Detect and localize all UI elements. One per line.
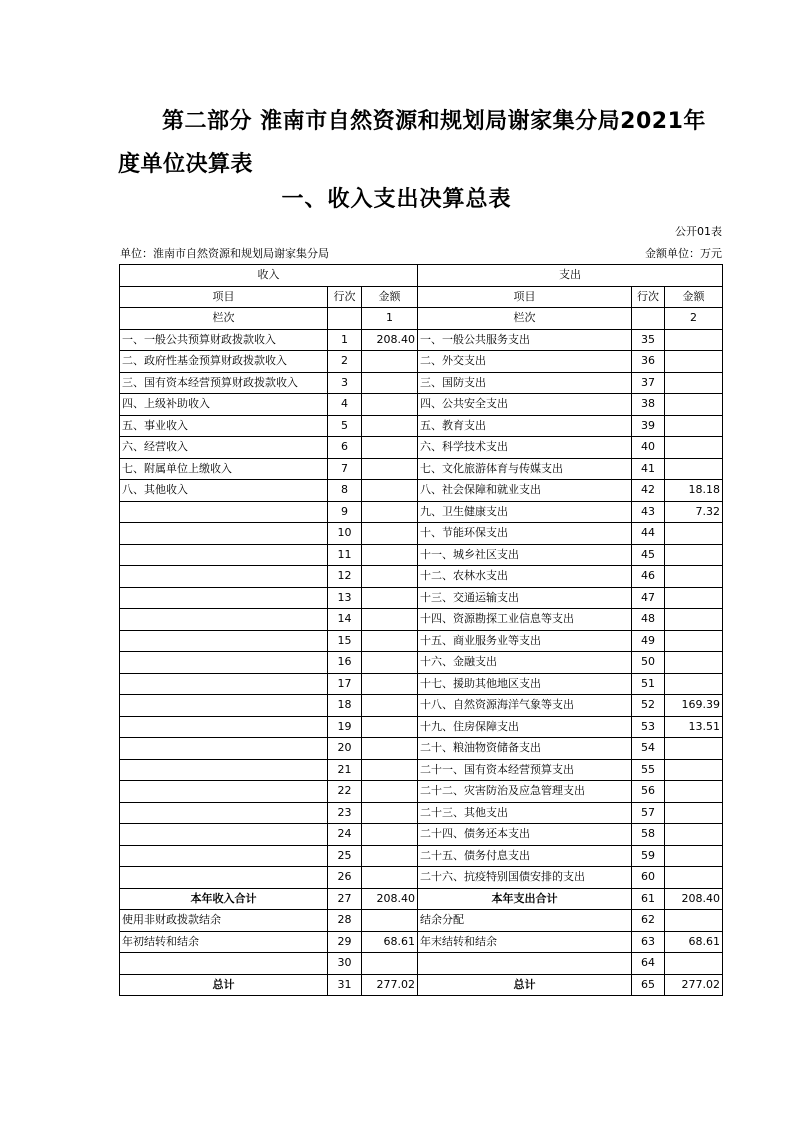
expense-amount-cell <box>665 845 723 867</box>
income-line-no-cell: 18 <box>328 695 362 717</box>
expense-line-no-cell: 57 <box>632 802 665 824</box>
table-row <box>120 953 723 975</box>
expense-line-no-cell: 36 <box>632 351 665 373</box>
income-amount-cell: 208.40 <box>362 888 418 910</box>
income-amount-cell <box>362 738 418 760</box>
expense-item-cell: 十三、交通运输支出 <box>418 587 632 609</box>
income-expense-summary-table <box>119 264 723 996</box>
expense-line-no-cell: 39 <box>632 415 665 437</box>
table-row <box>120 716 723 738</box>
table-row <box>120 802 723 824</box>
expense-line-no-cell: 40 <box>632 437 665 459</box>
expense-line-no-header: 行次 <box>632 286 665 308</box>
expense-line-no-cell: 54 <box>632 738 665 760</box>
income-item-cell <box>120 824 328 846</box>
expense-item-cell: 十八、自然资源海洋气象等支出 <box>418 695 632 717</box>
income-item-cell <box>120 759 328 781</box>
table-row <box>120 974 723 996</box>
table-row <box>120 845 723 867</box>
table-row <box>120 501 723 523</box>
expense-amount-cell <box>665 609 723 631</box>
income-item-cell <box>120 953 328 975</box>
table-row <box>120 544 723 566</box>
expense-item-cell: 十九、住房保障支出 <box>418 716 632 738</box>
table-row <box>120 587 723 609</box>
table-row <box>120 824 723 846</box>
expense-amount-cell <box>665 566 723 588</box>
income-amount-cell <box>362 544 418 566</box>
income-amount-cell <box>362 781 418 803</box>
income-amount-cell <box>362 501 418 523</box>
expense-item-cell: 总计 <box>418 974 632 996</box>
income-line-no-cell: 16 <box>328 652 362 674</box>
income-amount-cell <box>362 609 418 631</box>
income-line-no-cell: 4 <box>328 394 362 416</box>
expense-line-no-cell: 48 <box>632 609 665 631</box>
income-line-no-cell: 12 <box>328 566 362 588</box>
expense-line-no-cell: 64 <box>632 953 665 975</box>
income-amount-cell <box>362 351 418 373</box>
expense-line-no-cell: 56 <box>632 781 665 803</box>
income-line-no-cell: 13 <box>328 587 362 609</box>
income-section-header: 收入 <box>120 265 418 287</box>
income-amount-cell <box>362 673 418 695</box>
expense-item-cell: 十、节能环保支出 <box>418 523 632 545</box>
income-line-no-blank <box>328 308 362 330</box>
income-line-no-cell: 2 <box>328 351 362 373</box>
expense-line-no-cell: 52 <box>632 695 665 717</box>
income-amount-cell <box>362 458 418 480</box>
income-line-no-cell: 7 <box>328 458 362 480</box>
income-item-cell: 使用非财政拨款结余 <box>120 910 328 932</box>
income-line-no-cell: 5 <box>328 415 362 437</box>
table-row <box>120 458 723 480</box>
expense-amount-cell: 7.32 <box>665 501 723 523</box>
income-line-no-cell: 10 <box>328 523 362 545</box>
income-item-cell: 年初结转和结余 <box>120 931 328 953</box>
income-amount-cell <box>362 630 418 652</box>
income-amount-header: 金额 <box>362 286 418 308</box>
expense-amount-cell: 208.40 <box>665 888 723 910</box>
income-item-cell <box>120 501 328 523</box>
income-line-no-cell: 20 <box>328 738 362 760</box>
expense-line-no-cell: 47 <box>632 587 665 609</box>
expense-item-cell: 一、一般公共服务支出 <box>418 329 632 351</box>
expense-amount-cell <box>665 759 723 781</box>
expense-item-cell: 年末结转和结余 <box>418 931 632 953</box>
income-item-cell <box>120 652 328 674</box>
expense-column-label: 栏次 <box>418 308 632 330</box>
income-line-no-cell: 21 <box>328 759 362 781</box>
expense-item-cell: 二十五、债务付息支出 <box>418 845 632 867</box>
expense-line-no-cell: 62 <box>632 910 665 932</box>
expense-amount-cell <box>665 867 723 889</box>
expense-amount-cell <box>665 910 723 932</box>
income-item-cell: 一、一般公共预算财政拨款收入 <box>120 329 328 351</box>
expense-item-cell <box>418 953 632 975</box>
income-line-no-cell: 17 <box>328 673 362 695</box>
expense-amount-cell <box>665 523 723 545</box>
income-item-cell: 五、事业收入 <box>120 415 328 437</box>
income-item-cell: 总计 <box>120 974 328 996</box>
income-item-cell: 四、上级补助收入 <box>120 394 328 416</box>
expense-line-no-cell: 35 <box>632 329 665 351</box>
table-column-header-row <box>120 286 723 308</box>
expense-amount-cell <box>665 458 723 480</box>
income-amount-cell: 68.61 <box>362 931 418 953</box>
expense-line-no-blank <box>632 308 665 330</box>
expense-line-no-cell: 50 <box>632 652 665 674</box>
income-item-cell <box>120 523 328 545</box>
income-amount-cell <box>362 480 418 502</box>
table-row <box>120 652 723 674</box>
expense-item-cell: 二十、粮油物资储备支出 <box>418 738 632 760</box>
expense-column-number: 2 <box>665 308 723 330</box>
expense-line-no-cell: 44 <box>632 523 665 545</box>
expense-line-no-cell: 63 <box>632 931 665 953</box>
expense-amount-cell <box>665 738 723 760</box>
income-line-no-cell: 15 <box>328 630 362 652</box>
amount-unit-label: 金额单位：万元 <box>645 247 722 260</box>
expense-amount-cell <box>665 415 723 437</box>
income-amount-cell <box>362 587 418 609</box>
expense-line-no-cell: 53 <box>632 716 665 738</box>
income-item-cell: 七、附属单位上缴收入 <box>120 458 328 480</box>
income-line-no-cell: 30 <box>328 953 362 975</box>
table-row <box>120 566 723 588</box>
income-item-cell <box>120 802 328 824</box>
income-item-cell: 二、政府性基金预算财政拨款收入 <box>120 351 328 373</box>
expense-line-no-cell: 41 <box>632 458 665 480</box>
table-column-number-row <box>120 308 723 330</box>
expense-line-no-cell: 43 <box>632 501 665 523</box>
table-body <box>120 329 723 996</box>
income-line-no-cell: 22 <box>328 781 362 803</box>
expense-amount-cell: 18.18 <box>665 480 723 502</box>
income-line-no-cell: 9 <box>328 501 362 523</box>
expense-line-no-cell: 38 <box>632 394 665 416</box>
table-row <box>120 867 723 889</box>
expense-item-cell: 十七、援助其他地区支出 <box>418 673 632 695</box>
table-row <box>120 609 723 631</box>
income-item-cell <box>120 630 328 652</box>
table-row <box>120 523 723 545</box>
expense-item-cell: 二十二、灾害防治及应急管理支出 <box>418 781 632 803</box>
expense-amount-cell <box>665 824 723 846</box>
table-row <box>120 394 723 416</box>
income-amount-cell <box>362 802 418 824</box>
table-row <box>120 415 723 437</box>
income-line-no-cell: 24 <box>328 824 362 846</box>
expense-amount-cell: 13.51 <box>665 716 723 738</box>
income-item-cell: 八、其他收入 <box>120 480 328 502</box>
expense-line-no-cell: 37 <box>632 372 665 394</box>
income-amount-cell <box>362 716 418 738</box>
table-row <box>120 480 723 502</box>
income-line-no-header: 行次 <box>328 286 362 308</box>
income-column-label: 栏次 <box>120 308 328 330</box>
expense-item-cell: 二、外交支出 <box>418 351 632 373</box>
income-amount-cell <box>362 695 418 717</box>
table-row <box>120 351 723 373</box>
income-line-no-cell: 1 <box>328 329 362 351</box>
income-amount-cell <box>362 394 418 416</box>
expense-item-cell: 二十四、债务还本支出 <box>418 824 632 846</box>
income-amount-cell: 277.02 <box>362 974 418 996</box>
income-item-cell <box>120 673 328 695</box>
expense-item-cell: 十五、商业服务业等支出 <box>418 630 632 652</box>
income-item-header: 项目 <box>120 286 328 308</box>
income-amount-cell <box>362 523 418 545</box>
expense-amount-cell <box>665 630 723 652</box>
income-item-cell <box>120 781 328 803</box>
income-line-no-cell: 3 <box>328 372 362 394</box>
income-amount-cell <box>362 437 418 459</box>
table-row <box>120 781 723 803</box>
income-item-cell: 六、经营收入 <box>120 437 328 459</box>
expense-line-no-cell: 51 <box>632 673 665 695</box>
expense-amount-cell <box>665 802 723 824</box>
income-amount-cell <box>362 910 418 932</box>
income-line-no-cell: 11 <box>328 544 362 566</box>
expense-item-cell: 本年支出合计 <box>418 888 632 910</box>
income-line-no-cell: 26 <box>328 867 362 889</box>
expense-item-cell: 四、公共安全支出 <box>418 394 632 416</box>
income-amount-cell <box>362 372 418 394</box>
expense-line-no-cell: 49 <box>632 630 665 652</box>
expense-item-cell: 十六、金融支出 <box>418 652 632 674</box>
income-amount-cell <box>362 867 418 889</box>
table-row <box>120 630 723 652</box>
income-line-no-cell: 19 <box>328 716 362 738</box>
expense-item-cell: 十一、城乡社区支出 <box>418 544 632 566</box>
expense-item-cell: 七、文化旅游体育与传媒支出 <box>418 458 632 480</box>
document-title-continued: 度单位决算表 <box>118 152 254 177</box>
income-item-cell <box>120 867 328 889</box>
expense-amount-cell <box>665 544 723 566</box>
income-line-no-cell: 31 <box>328 974 362 996</box>
income-item-cell <box>120 544 328 566</box>
expense-line-no-cell: 65 <box>632 974 665 996</box>
expense-item-cell: 八、社会保障和就业支出 <box>418 480 632 502</box>
income-amount-cell <box>362 953 418 975</box>
income-amount-cell <box>362 415 418 437</box>
income-item-cell: 三、国有资本经营预算财政拨款收入 <box>120 372 328 394</box>
table-section-header-row <box>120 265 723 287</box>
table-row <box>120 329 723 351</box>
expense-item-cell: 十四、资源勘探工业信息等支出 <box>418 609 632 631</box>
income-amount-cell <box>362 652 418 674</box>
expense-amount-cell <box>665 351 723 373</box>
income-line-no-cell: 23 <box>328 802 362 824</box>
expense-item-cell: 结余分配 <box>418 910 632 932</box>
income-amount-cell <box>362 845 418 867</box>
income-amount-cell <box>362 759 418 781</box>
expense-amount-cell <box>665 652 723 674</box>
table-row <box>120 437 723 459</box>
unit-label: 单位：淮南市自然资源和规划局谢家集分局 <box>120 247 329 260</box>
income-item-cell <box>120 738 328 760</box>
expense-item-cell: 二十六、抗疫特别国债安排的支出 <box>418 867 632 889</box>
table-row <box>120 888 723 910</box>
table-row <box>120 931 723 953</box>
expense-amount-cell <box>665 329 723 351</box>
income-line-no-cell: 25 <box>328 845 362 867</box>
income-line-no-cell: 27 <box>328 888 362 910</box>
expense-item-cell: 十二、农林水支出 <box>418 566 632 588</box>
income-column-number: 1 <box>362 308 418 330</box>
expense-amount-cell <box>665 781 723 803</box>
expense-item-cell: 五、教育支出 <box>418 415 632 437</box>
table-row <box>120 910 723 932</box>
document-title: 第二部分 淮南市自然资源和规划局谢家集分局2021年 <box>162 109 706 134</box>
expense-item-cell: 三、国防支出 <box>418 372 632 394</box>
expense-line-no-cell: 46 <box>632 566 665 588</box>
expense-line-no-cell: 42 <box>632 480 665 502</box>
income-amount-cell: 208.40 <box>362 329 418 351</box>
income-line-no-cell: 6 <box>328 437 362 459</box>
expense-amount-cell: 68.61 <box>665 931 723 953</box>
table-row <box>120 372 723 394</box>
table-row <box>120 673 723 695</box>
expense-amount-cell: 277.02 <box>665 974 723 996</box>
expense-amount-cell <box>665 673 723 695</box>
expense-item-cell: 二十一、国有资本经营预算支出 <box>418 759 632 781</box>
table-row <box>120 738 723 760</box>
expense-item-header: 项目 <box>418 286 632 308</box>
income-line-no-cell: 28 <box>328 910 362 932</box>
income-item-cell <box>120 716 328 738</box>
income-line-no-cell: 29 <box>328 931 362 953</box>
expense-amount-cell <box>665 953 723 975</box>
income-item-cell <box>120 566 328 588</box>
income-item-cell: 本年收入合计 <box>120 888 328 910</box>
income-item-cell <box>120 587 328 609</box>
expense-item-cell: 九、卫生健康支出 <box>418 501 632 523</box>
table-title: 一、收入支出决算总表 <box>281 187 512 212</box>
expense-item-cell: 六、科学技术支出 <box>418 437 632 459</box>
income-line-no-cell: 8 <box>328 480 362 502</box>
expense-amount-cell <box>665 437 723 459</box>
expense-line-no-cell: 60 <box>632 867 665 889</box>
expense-section-header: 支出 <box>418 265 723 287</box>
expense-amount-header: 金额 <box>665 286 723 308</box>
expense-line-no-cell: 61 <box>632 888 665 910</box>
expense-line-no-cell: 55 <box>632 759 665 781</box>
expense-amount-cell: 169.39 <box>665 695 723 717</box>
table-row <box>120 759 723 781</box>
income-item-cell <box>120 695 328 717</box>
income-line-no-cell: 14 <box>328 609 362 631</box>
income-amount-cell <box>362 824 418 846</box>
expense-amount-cell <box>665 587 723 609</box>
expense-line-no-cell: 58 <box>632 824 665 846</box>
expense-line-no-cell: 59 <box>632 845 665 867</box>
form-number: 公开01表 <box>675 225 722 238</box>
expense-amount-cell <box>665 372 723 394</box>
expense-item-cell: 二十三、其他支出 <box>418 802 632 824</box>
expense-line-no-cell: 45 <box>632 544 665 566</box>
income-item-cell <box>120 845 328 867</box>
income-amount-cell <box>362 566 418 588</box>
expense-amount-cell <box>665 394 723 416</box>
table-row <box>120 695 723 717</box>
income-item-cell <box>120 609 328 631</box>
